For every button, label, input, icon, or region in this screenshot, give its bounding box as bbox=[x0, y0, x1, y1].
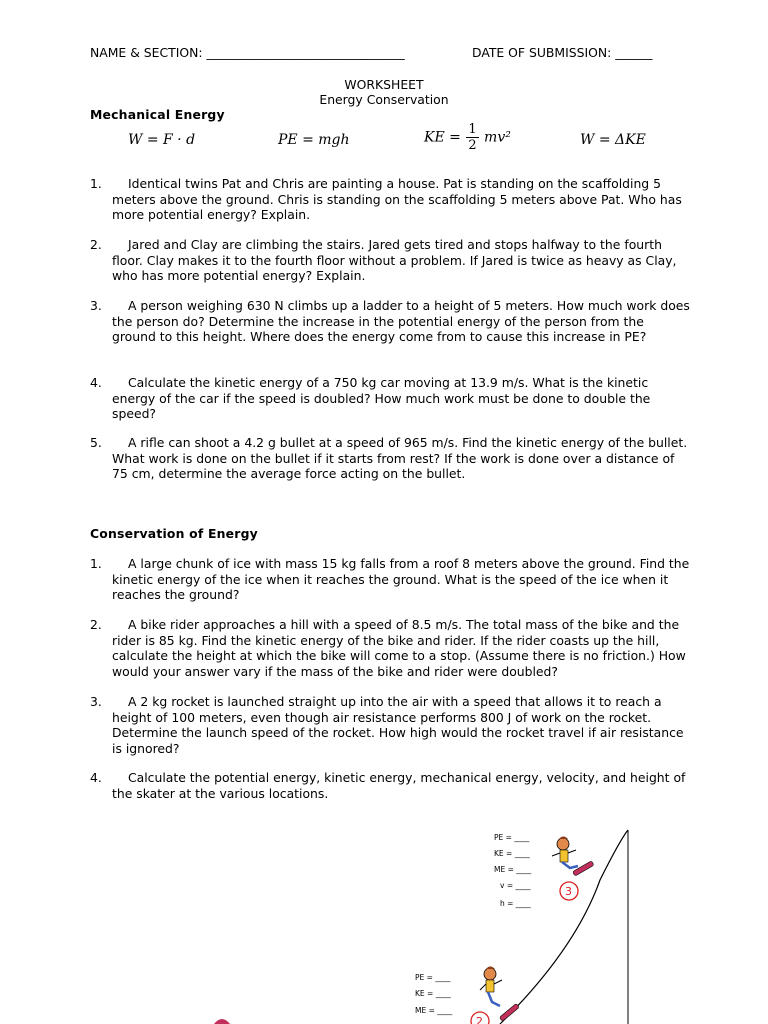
skater-3-icon bbox=[552, 837, 594, 877]
date-submission-field: DATE OF SUBMISSION: ______ bbox=[472, 45, 653, 60]
position-2-number: 2 bbox=[476, 1015, 483, 1024]
question-text: A bike rider approaches a hill with a speed of 8.5 m/s. The total mass of the bike and the rider is 85 kg. Find the kinetic energy of the bike and rider. If the rider coasts up the hill, calculate the height at which the bike will come to a stop. (Assume there is no friction.) How would your answer vary if the mass of the bike and rider were doubled? bbox=[112, 617, 686, 679]
pe-label-3: PE = ____ bbox=[494, 833, 530, 842]
ke-label-2: KE = ____ bbox=[415, 989, 451, 998]
skater-ramp-diagram bbox=[400, 820, 768, 1024]
question-text: Identical twins Pat and Chris are painting a house. Pat is standing on the scaffolding 5 meters above the ground. Chris is standing on the scaffolding 5 meters above Pat. Who has more potential energy? Explain. bbox=[112, 176, 682, 222]
conservation-question-1 bbox=[90, 556, 690, 603]
fraction-numerator: 1 bbox=[468, 122, 477, 137]
question-text: A 2 kg rocket is launched straight up into the air with a speed that allows it to reach a height of 100 meters, even though air resistance performs 800 J of work on the rocket. Determine the launch speed of the rocket. How high would the rocket travel if air resistance is ignored? bbox=[112, 694, 684, 756]
potential-energy-formula: PE = mgh bbox=[278, 132, 350, 148]
mechanical-question-1 bbox=[90, 176, 690, 223]
question-text: Jared and Clay are climbing the stairs. Jared gets tired and stops halfway to the fourth floor. Clay makes it to the fourth floor without a problem. If Jared is twice as heavy as Clay, who has more potential energy? Explain. bbox=[112, 237, 677, 283]
ke-formula-left: KE = bbox=[424, 129, 461, 146]
question-number: 4. bbox=[90, 375, 102, 390]
fraction-denominator: 2 bbox=[468, 138, 477, 153]
conservation-question-2 bbox=[90, 617, 690, 679]
conservation-question-4 bbox=[90, 770, 690, 801]
mechanical-question-3 bbox=[90, 298, 690, 345]
work-formula: W = F · d bbox=[128, 132, 196, 148]
question-text: A rifle can shoot a 4.2 g bullet at a speed of 965 m/s. Find the kinetic energy of the bullet. What work is done on the bullet if it starts from rest? If the work is done over a distance of 75 cm, determine the average force acting on the bullet. bbox=[112, 435, 688, 481]
question-number: 1. bbox=[90, 556, 102, 571]
name-section-field: NAME & SECTION: ________________________________ bbox=[90, 45, 405, 60]
question-number: 2. bbox=[90, 617, 102, 632]
one-half-fraction bbox=[466, 122, 478, 153]
question-number: 5. bbox=[90, 435, 102, 450]
mechanical-question-5 bbox=[90, 435, 690, 482]
conservation-energy-heading: Conservation of Energy bbox=[90, 526, 258, 541]
skater-1-partial-icon bbox=[210, 1016, 234, 1024]
worksheet-subtitle: Energy Conservation bbox=[319, 92, 449, 107]
mechanical-energy-heading: Mechanical Energy bbox=[90, 107, 225, 122]
question-text: Calculate the kinetic energy of a 750 kg car moving at 13.9 m/s. What is the kinetic energy of the car if the speed is doubled? How much work must be done to double the speed? bbox=[112, 375, 651, 421]
position-3-number: 3 bbox=[565, 885, 572, 898]
kinetic-energy-formula bbox=[424, 122, 511, 153]
question-number: 3. bbox=[90, 298, 102, 313]
mechanical-question-2 bbox=[90, 237, 690, 284]
worksheet-title: WORKSHEET bbox=[344, 77, 424, 92]
ke-label-3: KE = ____ bbox=[494, 849, 530, 858]
question-number: 2. bbox=[90, 237, 102, 252]
question-text: A person weighing 630 N climbs up a ladder to a height of 5 meters. How much work does the person do? Determine the increase in the potential energy of the person from the ground to this height. Where does the energy come from to cause this increase in PE? bbox=[112, 298, 690, 344]
question-text: Calculate the potential energy, kinetic energy, mechanical energy, velocity, and height of the skater at the various locations. bbox=[112, 770, 686, 801]
skater-2-icon bbox=[480, 967, 519, 1022]
h-label-3: h = ____ bbox=[500, 899, 531, 908]
work-energy-formula: W = ΔKE bbox=[580, 132, 646, 148]
question-number: 3. bbox=[90, 694, 102, 709]
mechanical-question-4 bbox=[90, 375, 690, 422]
ke-formula-right: mv² bbox=[484, 129, 511, 146]
question-number: 1. bbox=[90, 176, 102, 191]
pe-label-2: PE = ____ bbox=[415, 973, 451, 982]
me-label-3: ME = ____ bbox=[494, 865, 532, 874]
question-text: A large chunk of ice with mass 15 kg falls from a roof 8 meters above the ground. Find the kinetic energy of the ice when it reaches the ground. What is the speed of the ice when it reaches the ground? bbox=[112, 556, 690, 602]
me-label-2: ME = ____ bbox=[415, 1006, 453, 1015]
question-number: 4. bbox=[90, 770, 102, 785]
v-label-3: v = ____ bbox=[500, 881, 531, 890]
conservation-question-3 bbox=[90, 694, 690, 756]
